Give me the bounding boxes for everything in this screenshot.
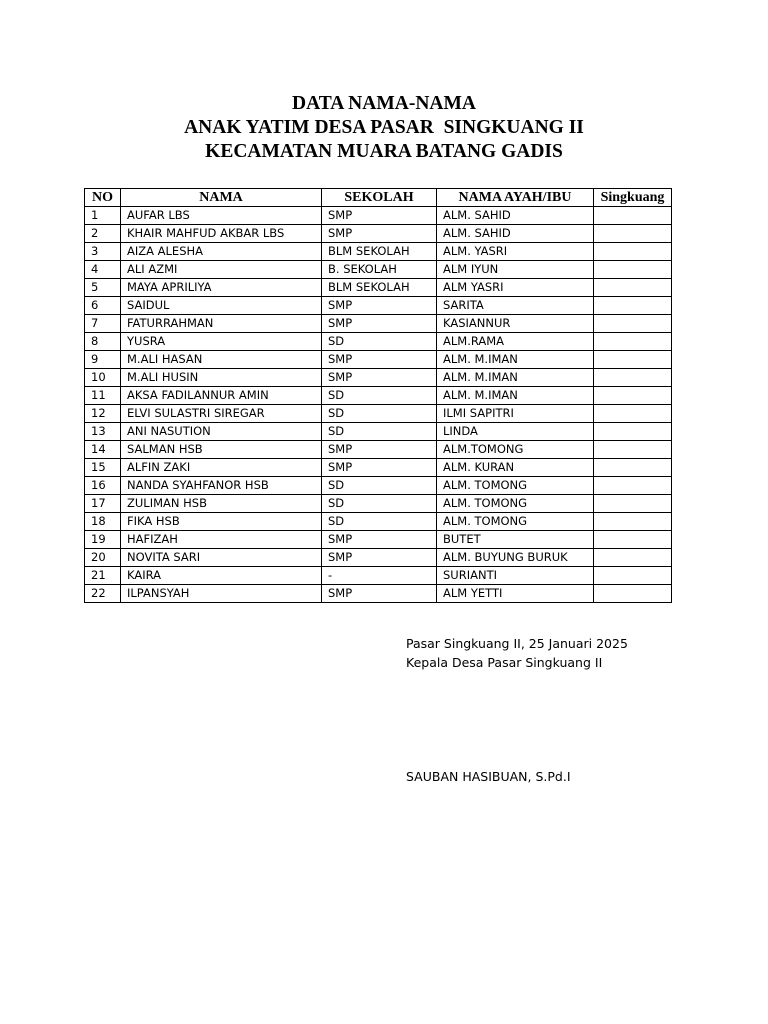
cell-nama-ayah-ibu: BUTET	[437, 531, 594, 549]
cell-nama: FIKA HSB	[121, 513, 322, 531]
cell-sekolah: SD	[322, 477, 437, 495]
cell-nama-ayah-ibu: ALM YASRI	[437, 279, 594, 297]
cell-singkuang	[594, 531, 672, 549]
table-row	[85, 261, 672, 279]
document-title	[0, 92, 768, 164]
table-row	[85, 315, 672, 333]
signature-name: SAUBAN HASIBUAN, S.Pd.I	[406, 769, 571, 784]
table-row	[85, 243, 672, 261]
cell-singkuang	[594, 423, 672, 441]
orphan-data-table	[84, 188, 672, 603]
cell-nama-ayah-ibu: ALM. BUYUNG BURUK	[437, 549, 594, 567]
cell-sekolah: SMP	[322, 351, 437, 369]
cell-no: 17	[85, 495, 121, 513]
cell-singkuang	[594, 477, 672, 495]
cell-sekolah: SD	[322, 513, 437, 531]
cell-singkuang	[594, 351, 672, 369]
cell-singkuang	[594, 495, 672, 513]
cell-no: 12	[85, 405, 121, 423]
cell-nama-ayah-ibu: ALM. TOMONG	[437, 513, 594, 531]
cell-no: 14	[85, 441, 121, 459]
cell-singkuang	[594, 441, 672, 459]
cell-singkuang	[594, 333, 672, 351]
cell-singkuang	[594, 243, 672, 261]
cell-singkuang	[594, 513, 672, 531]
cell-nama: SAIDUL	[121, 297, 322, 315]
cell-nama: SALMAN HSB	[121, 441, 322, 459]
table-row	[85, 567, 672, 585]
cell-singkuang	[594, 549, 672, 567]
header-nama: NAMA	[121, 189, 322, 207]
cell-singkuang	[594, 459, 672, 477]
cell-sekolah: SD	[322, 405, 437, 423]
cell-singkuang	[594, 315, 672, 333]
signature-position: Kepala Desa Pasar Singkuang II	[406, 655, 603, 670]
header-no: NO	[85, 189, 121, 207]
cell-no: 21	[85, 567, 121, 585]
cell-nama-ayah-ibu: ALM IYUN	[437, 261, 594, 279]
cell-nama: ALI AZMI	[121, 261, 322, 279]
cell-singkuang	[594, 207, 672, 225]
cell-sekolah: SD	[322, 387, 437, 405]
table-row	[85, 459, 672, 477]
header-singkuang: Singkuang	[594, 189, 672, 207]
cell-nama: MAYA APRILIYA	[121, 279, 322, 297]
cell-nama-ayah-ibu: ALM. TOMONG	[437, 495, 594, 513]
cell-sekolah: SD	[322, 495, 437, 513]
cell-singkuang	[594, 297, 672, 315]
cell-singkuang	[594, 279, 672, 297]
header-nama-ayah-ibu: NAMA AYAH/IBU	[437, 189, 594, 207]
cell-no: 19	[85, 531, 121, 549]
cell-nama-ayah-ibu: ALM. YASRI	[437, 243, 594, 261]
cell-nama: M.ALI HASAN	[121, 351, 322, 369]
table-row	[85, 387, 672, 405]
cell-nama: NANDA SYAHFANOR HSB	[121, 477, 322, 495]
cell-nama-ayah-ibu: ALM.RAMA	[437, 333, 594, 351]
cell-no: 7	[85, 315, 121, 333]
table-row	[85, 549, 672, 567]
table-row	[85, 225, 672, 243]
cell-sekolah: B. SEKOLAH	[322, 261, 437, 279]
cell-nama-ayah-ibu: ALM. M.IMAN	[437, 351, 594, 369]
cell-nama: AIZA ALESHA	[121, 243, 322, 261]
cell-nama-ayah-ibu: SARITA	[437, 297, 594, 315]
cell-nama: FATURRAHMAN	[121, 315, 322, 333]
cell-no: 15	[85, 459, 121, 477]
cell-nama: M.ALI HUSIN	[121, 369, 322, 387]
cell-sekolah: SD	[322, 333, 437, 351]
cell-sekolah: SMP	[322, 441, 437, 459]
cell-singkuang	[594, 387, 672, 405]
cell-nama-ayah-ibu: ALM.TOMONG	[437, 441, 594, 459]
cell-nama-ayah-ibu: ILMI SAPITRI	[437, 405, 594, 423]
cell-singkuang	[594, 369, 672, 387]
table-row	[85, 279, 672, 297]
title-line-2: ANAK YATIM DESA PASAR SINGKUANG II	[184, 117, 584, 138]
cell-no: 2	[85, 225, 121, 243]
table-body	[85, 207, 672, 603]
cell-sekolah: SMP	[322, 315, 437, 333]
cell-sekolah: SMP	[322, 459, 437, 477]
cell-nama-ayah-ibu: ALM. SAHID	[437, 207, 594, 225]
cell-sekolah: SMP	[322, 549, 437, 567]
cell-nama-ayah-ibu: SURIANTI	[437, 567, 594, 585]
cell-no: 6	[85, 297, 121, 315]
table-row	[85, 441, 672, 459]
table-row	[85, 207, 672, 225]
cell-sekolah: SMP	[322, 207, 437, 225]
cell-sekolah: SMP	[322, 531, 437, 549]
table-row	[85, 333, 672, 351]
cell-nama: YUSRA	[121, 333, 322, 351]
cell-nama: ZULIMAN HSB	[121, 495, 322, 513]
cell-singkuang	[594, 225, 672, 243]
cell-nama: HAFIZAH	[121, 531, 322, 549]
cell-nama-ayah-ibu: ALM. M.IMAN	[437, 369, 594, 387]
cell-sekolah: BLM SEKOLAH	[322, 243, 437, 261]
cell-sekolah: SMP	[322, 225, 437, 243]
cell-nama: ANI NASUTION	[121, 423, 322, 441]
cell-no: 20	[85, 549, 121, 567]
cell-sekolah: SD	[322, 423, 437, 441]
cell-nama-ayah-ibu: ALM. TOMONG	[437, 477, 594, 495]
cell-no: 22	[85, 585, 121, 603]
cell-nama-ayah-ibu: KASIANNUR	[437, 315, 594, 333]
cell-no: 5	[85, 279, 121, 297]
table-row	[85, 531, 672, 549]
cell-nama-ayah-ibu: ALM. M.IMAN	[437, 387, 594, 405]
signature-place-date: Pasar Singkuang II, 25 Januari 2025	[406, 636, 628, 651]
header-sekolah: SEKOLAH	[322, 189, 437, 207]
cell-singkuang	[594, 261, 672, 279]
cell-no: 13	[85, 423, 121, 441]
cell-no: 16	[85, 477, 121, 495]
title-line-3: KECAMATAN MUARA BATANG GADIS	[205, 141, 563, 162]
cell-nama: ILPANSYAH	[121, 585, 322, 603]
table-row	[85, 351, 672, 369]
cell-no: 18	[85, 513, 121, 531]
cell-no: 8	[85, 333, 121, 351]
cell-nama: AUFAR LBS	[121, 207, 322, 225]
cell-no: 9	[85, 351, 121, 369]
cell-singkuang	[594, 585, 672, 603]
cell-nama: KHAIR MAHFUD AKBAR LBS	[121, 225, 322, 243]
cell-nama-ayah-ibu: ALM YETTI	[437, 585, 594, 603]
cell-nama: AKSA FADILANNUR AMIN	[121, 387, 322, 405]
table-row	[85, 477, 672, 495]
cell-nama: ALFIN ZAKI	[121, 459, 322, 477]
cell-sekolah: SMP	[322, 297, 437, 315]
table-row	[85, 495, 672, 513]
cell-nama: ELVI SULASTRI SIREGAR	[121, 405, 322, 423]
cell-sekolah: BLM SEKOLAH	[322, 279, 437, 297]
cell-nama-ayah-ibu: ALM. KURAN	[437, 459, 594, 477]
cell-no: 10	[85, 369, 121, 387]
title-line-1: DATA NAMA-NAMA	[292, 93, 476, 114]
cell-nama-ayah-ibu: ALM. SAHID	[437, 225, 594, 243]
cell-no: 1	[85, 207, 121, 225]
cell-nama-ayah-ibu: LINDA	[437, 423, 594, 441]
table-row	[85, 585, 672, 603]
cell-singkuang	[594, 567, 672, 585]
cell-sekolah: SMP	[322, 369, 437, 387]
table-row	[85, 297, 672, 315]
cell-nama: NOVITA SARI	[121, 549, 322, 567]
table-row	[85, 513, 672, 531]
table-row	[85, 405, 672, 423]
table-row	[85, 423, 672, 441]
cell-nama: KAIRA	[121, 567, 322, 585]
cell-sekolah: -	[322, 567, 437, 585]
cell-no: 3	[85, 243, 121, 261]
cell-no: 11	[85, 387, 121, 405]
cell-sekolah: SMP	[322, 585, 437, 603]
cell-no: 4	[85, 261, 121, 279]
table-header-row	[85, 189, 672, 207]
cell-singkuang	[594, 405, 672, 423]
table-row	[85, 369, 672, 387]
